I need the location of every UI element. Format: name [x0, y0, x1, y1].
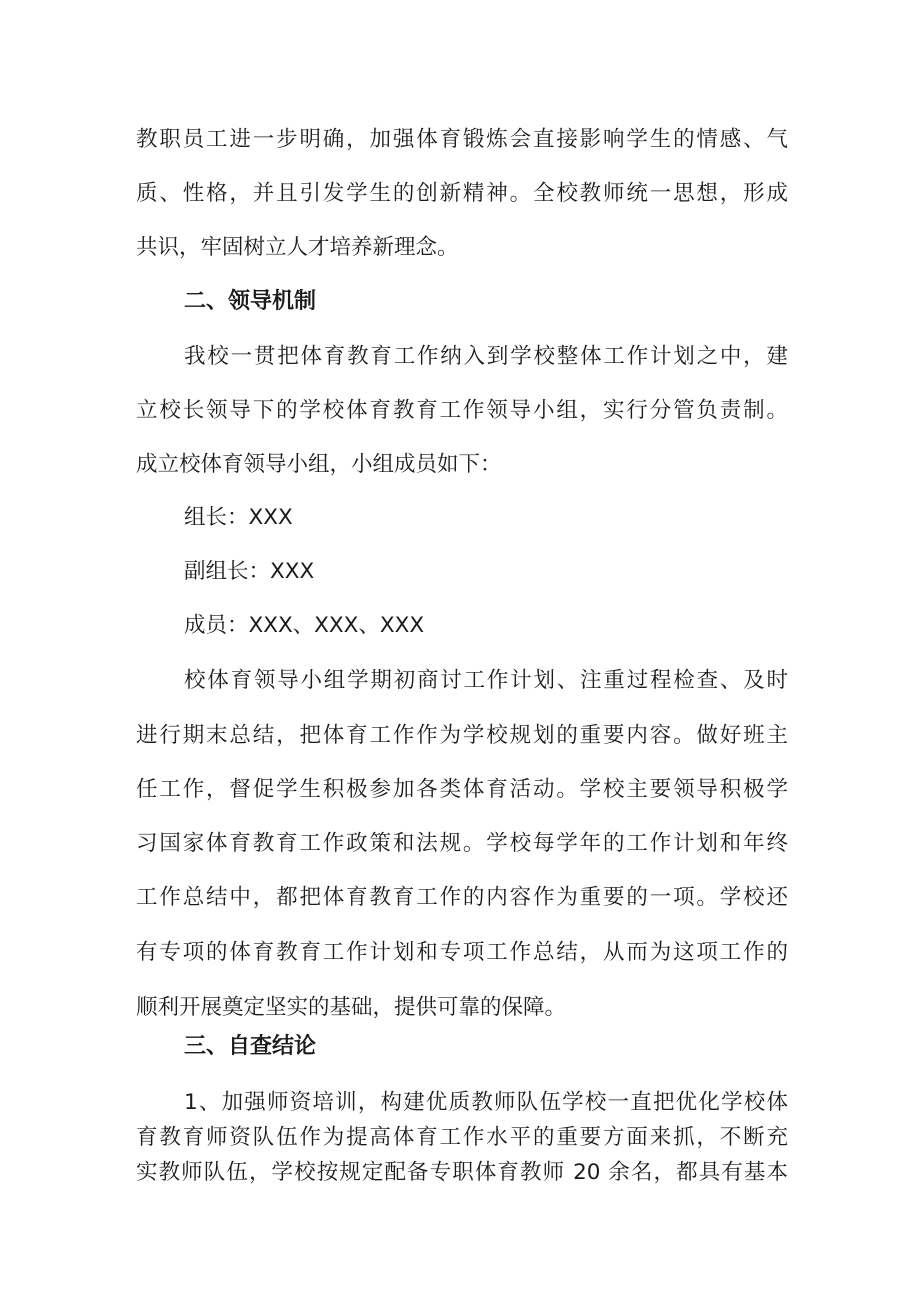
paragraph-line: 1、加强师资培训，构建优质教师队伍学校一直把优化学校体 — [184, 1090, 788, 1115]
paragraph-line: 育教育师资队伍作为提高体育工作水平的重要方面来抓，不断充 — [136, 1125, 788, 1150]
paragraph-line: 顺利开展奠定坚实的基础，提供可靠的保障。 — [136, 995, 567, 1020]
paragraph-line: 实教师队伍，学校按规定配备专职体育教师 20 余名，都具有基本 — [136, 1160, 788, 1185]
paragraph-line: 教职员工进一步明确，加强体育锻炼会直接影响学生的情感、气 — [136, 127, 788, 152]
section-heading-conclusion: 三、自查结论 — [184, 1034, 317, 1059]
group-members-entry: 成员：XXX、XXX、XXX — [184, 613, 425, 638]
paragraph-line: 习国家体育教育工作政策和法规。学校每学年的工作计划和年终 — [136, 831, 788, 856]
paragraph-line: 立校长领导下的学校体育教育工作领导小组，实行分管负责制。 — [136, 398, 788, 423]
deputy-leader-entry: 副组长：XXX — [184, 559, 315, 584]
paragraph-line: 质、性格，并且引发学生的创新精神。全校教师统一思想，形成 — [136, 181, 788, 206]
paragraph-line: 有专项的体育教育工作计划和专项工作总结，从而为这项工作的 — [136, 940, 788, 965]
paragraph-line: 工作总结中，都把体育教育工作的内容作为重要的一项。学校还 — [136, 885, 788, 910]
paragraph-line: 校体育领导小组学期初商讨工作计划、注重过程检查、及时 — [184, 668, 788, 693]
paragraph-line: 任工作，督促学生积极参加各类体育活动。学校主要领导积极学 — [136, 777, 788, 802]
paragraph-line: 成立校体育领导小组，小组成员如下： — [136, 452, 502, 477]
section-heading-leadership: 二、领导机制 — [184, 289, 317, 314]
paragraph-line: 共识，牢固树立人才培养新理念。 — [136, 235, 459, 260]
paragraph-line: 进行期末总结，把体育工作作为学校规划的重要内容。做好班主 — [136, 723, 788, 748]
paragraph-line: 我校一贯把体育教育工作纳入到学校整体工作计划之中，建 — [184, 344, 788, 369]
group-leader-entry: 组长：XXX — [184, 505, 293, 530]
